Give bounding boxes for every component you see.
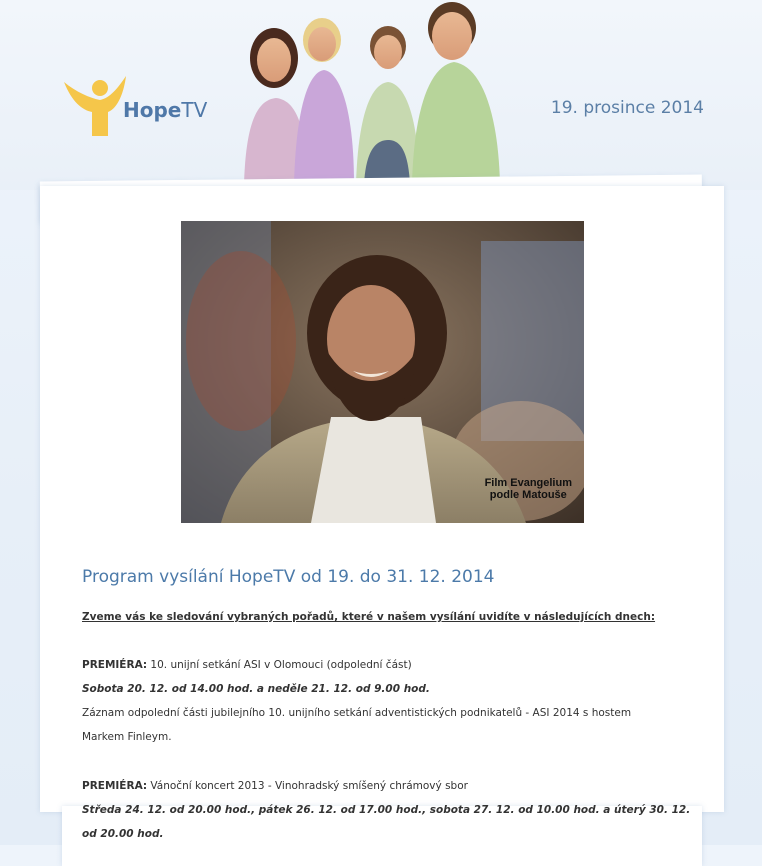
premiere-label: PREMIÉRA: — [82, 659, 148, 671]
family-photo — [236, 0, 526, 184]
program-schedule-line1: Středa 24. 12. od 20.00 hod., pátek 26. 12. od 17.00 hod., sobota 27. 12. od 10.00 hod. a úterý 30. 12. — [82, 804, 691, 816]
premiere-label: PREMIÉRA: — [82, 780, 148, 792]
brand-name[interactable] — [123, 98, 207, 122]
program-name: Vánoční koncert 2013 - Vinohradský smíšený chrámový sbor — [147, 780, 468, 792]
hero-caption-line2: podle Matouše — [489, 489, 567, 501]
newsletter-date: 19. prosince 2014 — [550, 98, 704, 118]
brand-tv: TV — [181, 98, 208, 122]
program-description-line2: Markem Finleym. — [82, 731, 172, 743]
program-heading — [82, 653, 687, 677]
program-schedule: Sobota 20. 12. od 14.00 hod. a neděle 21. 12. od 9.00 hod. — [82, 683, 430, 695]
brand-hope: Hope — [123, 98, 182, 122]
hero-caption — [485, 477, 572, 501]
program-item-concert — [82, 774, 691, 846]
hero-image[interactable] — [181, 221, 584, 523]
hero-caption-line1: Film Evangelium — [484, 477, 572, 489]
program-schedule-line2: od 20.00 hod. — [82, 828, 164, 840]
intro-text: Zveme vás ke sledování vybraných pořadů, které v našem vysílání uvidíte v následujících dnech: — [82, 611, 656, 623]
program-title[interactable]: Program vysílání HopeTV od 19. do 31. 12. 2014 — [82, 567, 495, 587]
program-item-asi — [82, 653, 687, 749]
program-heading — [82, 774, 687, 798]
program-name: 10. unijní setkání ASI v Olomouci (odpolední část) — [147, 659, 412, 671]
program-description-line1: Záznam odpolední části jubilejního 10. unijního setkání adventistických podnikatelů - ASI 2014 s hostem — [82, 707, 632, 719]
